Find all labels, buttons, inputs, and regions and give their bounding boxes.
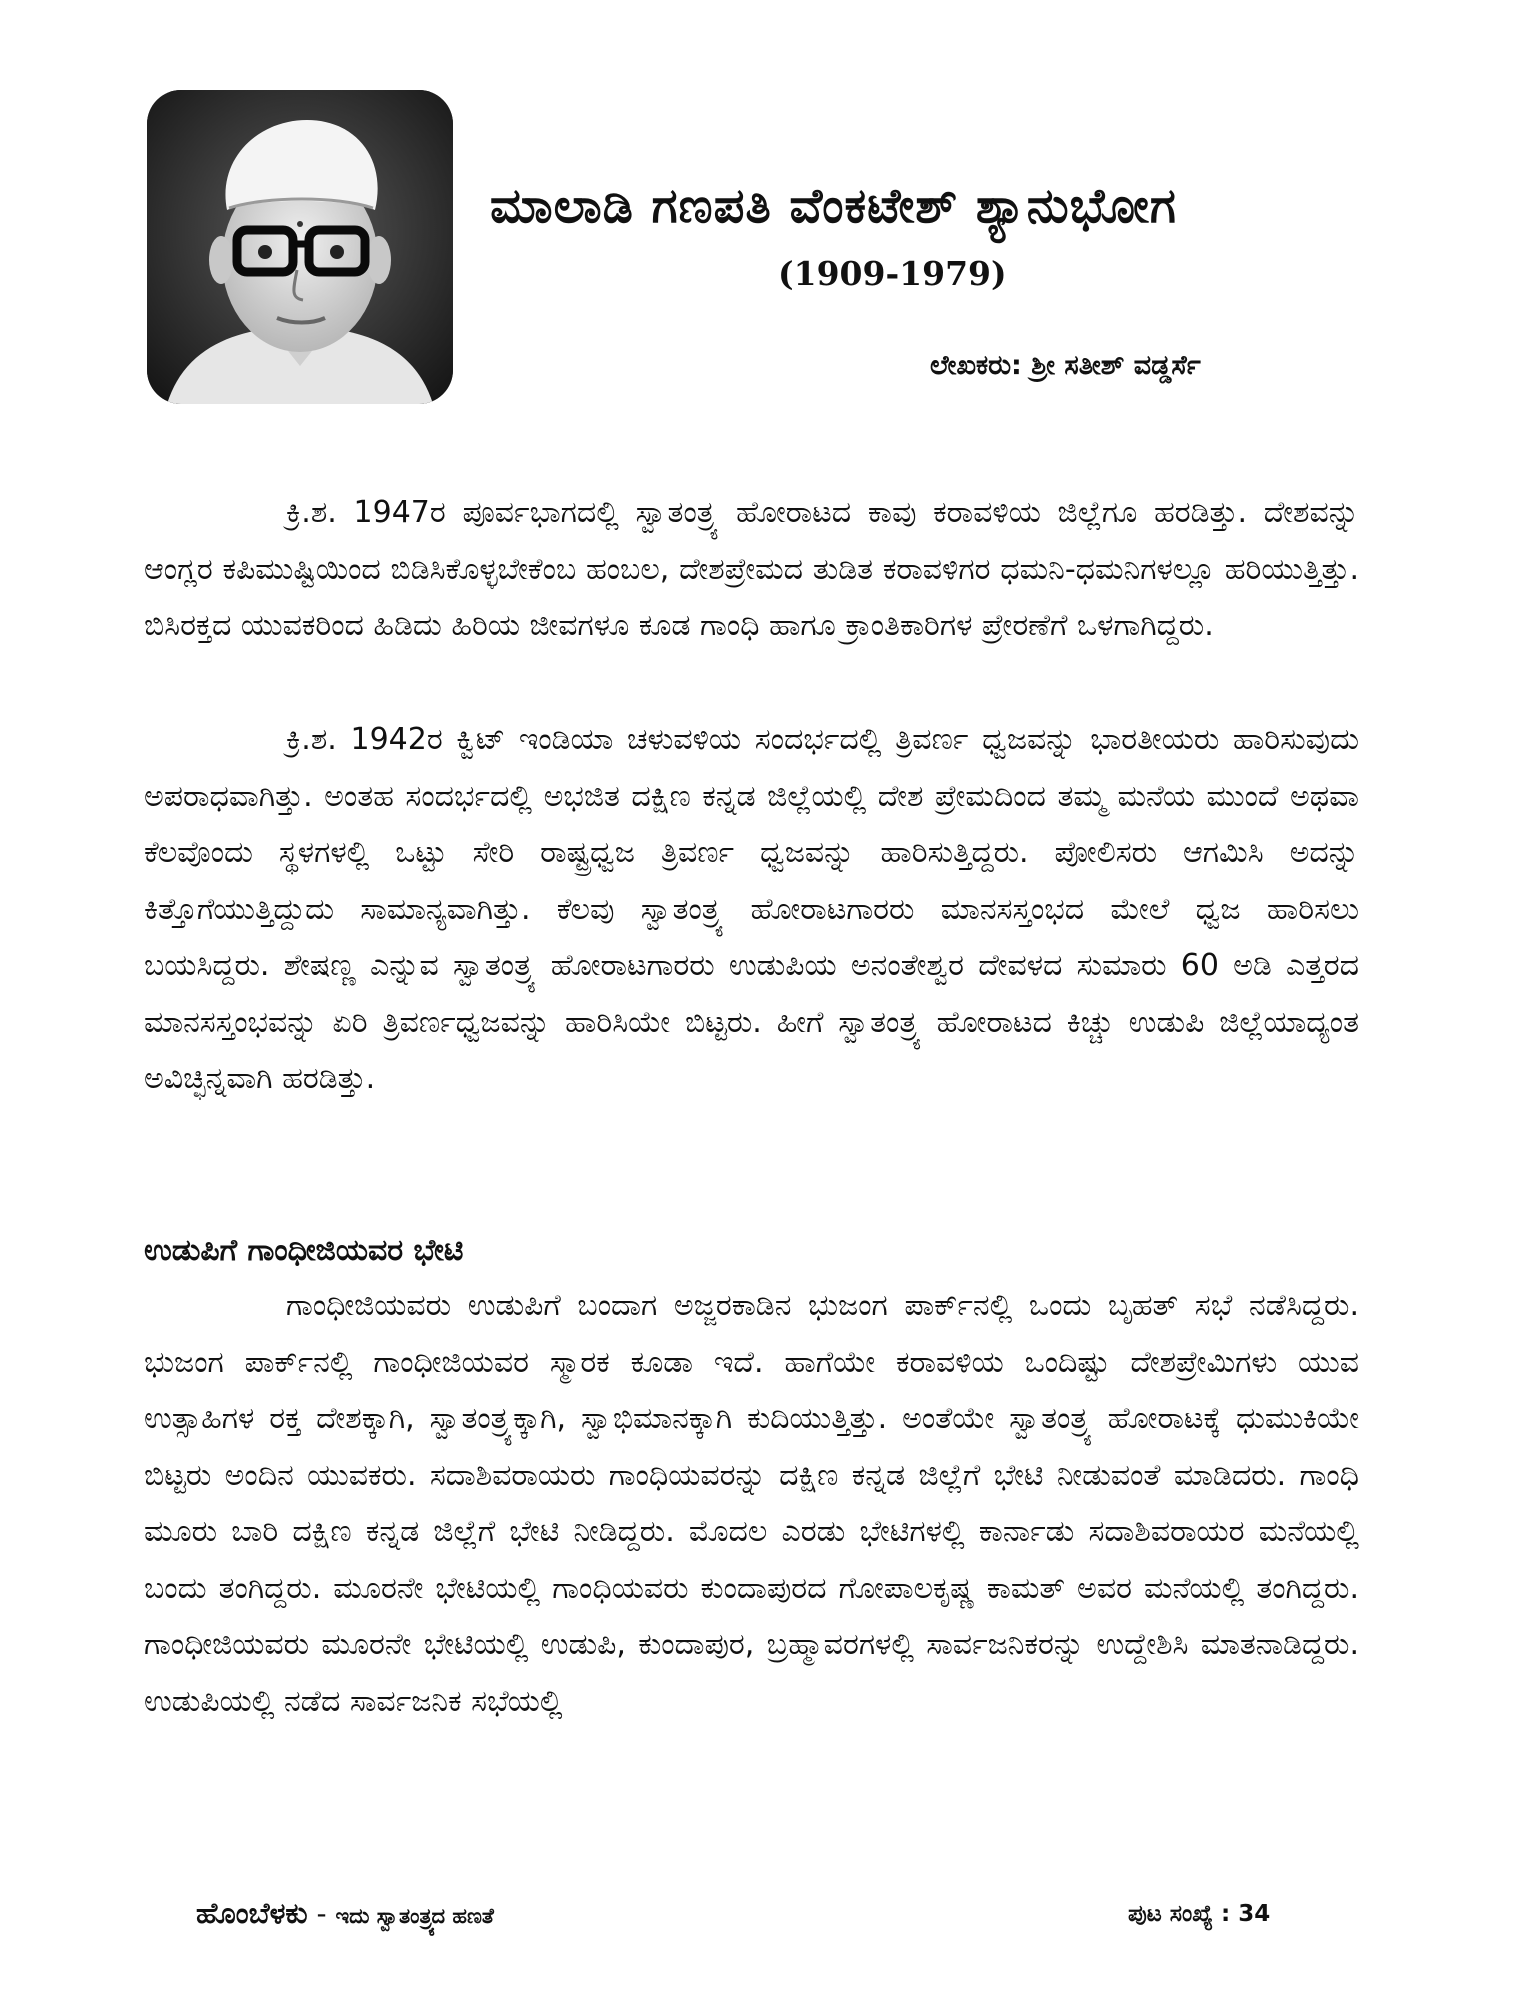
life-years: (1909-1979)	[778, 254, 1007, 293]
footer-subtitle: ಇದು ಸ್ವಾತಂತ್ರ್ಯದ ಹಣತೆ	[335, 1904, 494, 1928]
paragraph-1: ಕ್ರಿ.ಶ. 1947ರ ಪೂರ್ವಭಾಗದಲ್ಲಿ ಸ್ವಾತಂತ್ರ್ಯ ಹೋರಾಟದ ಕಾವು ಕರಾವಳಿಯ ಜಿಲ್ಲೆಗೂ ಹರಡಿತ್ತು. ದೇಶವನ್ನು ಆಂಗ್ಲರ ಕಪಿಮುಷ್ಟಿಯಿಂದ ಬಿಡಿಸಿಕೊಳ್ಳಬೇಕೆಂಬ ಹಂಬಲ, ದೇಶಪ್ರೇಮದ ತುಡಿತ ಕರಾವಳಿಗರ ಧಮನಿ-ಧಮನಿಗಳಲ್ಲೂ ಹರಿಯುತ್ತಿತ್ತು. ಬಿಸಿರಕ್ತದ ಯುವಕರಿಂದ ಹಿಡಿದು ಹಿರಿಯ ಜೀವಗಳೂ ಕೂಡ ಗಾಂಧಿ ಹಾಗೂ ಕ್ರಾಂತಿಕಾರಿಗಳ ಪ್ರೇರಣೆಗೆ ಒಳಗಾಗಿದ್ದರು.	[144, 495, 1359, 643]
portrait-illustration	[147, 90, 453, 404]
footer-publication	[196, 1896, 494, 1931]
portrait-photo	[147, 90, 453, 404]
footer-brand: ಹೊಂಬೆಳಕು	[196, 1896, 308, 1930]
page-number: ಪುಟ ಸಂಖ್ಯೆ : 34	[1128, 1901, 1271, 1927]
section-heading: ಉಡುಪಿಗೆ ಗಾಂಧೀಜಿಯವರ ಭೇಟಿ	[144, 1233, 464, 1268]
footer-separator: -	[316, 1897, 327, 1930]
paragraph-3: ಗಾಂಧೀಜಿಯವರು ಉಡುಪಿಗೆ ಬಂದಾಗ ಅಜ್ಜರಕಾಡಿನ ಭುಜಂಗ ಪಾರ್ಕ್‌ನಲ್ಲಿ ಒಂದು ಬೃಹತ್ ಸಭೆ ನಡೆಸಿದ್ದರು. ಭುಜಂಗ ಪಾರ್ಕ್‌ನಲ್ಲಿ ಗಾಂಧೀಜಿಯವರ ಸ್ಮಾರಕ ಕೂಡಾ ಇದೆ. ಹಾಗೆಯೇ ಕರಾವಳಿಯ ಒಂದಿಷ್ಟು ದೇಶಪ್ರೇಮಿಗಳು ಯುವ ಉತ್ಸಾಹಿಗಳ ರಕ್ತ ದೇಶಕ್ಕಾಗಿ, ಸ್ವಾತಂತ್ರ್ಯಕ್ಕಾಗಿ, ಸ್ವಾಭಿಮಾನಕ್ಕಾಗಿ ಕುದಿಯುತ್ತಿತ್ತು. ಅಂತೆಯೇ ಸ್ವಾತಂತ್ರ್ಯ ಹೋರಾಟಕ್ಕೆ ಧುಮುಕಿಯೇ ಬಿಟ್ಟರು ಅಂದಿನ ಯುವಕರು. ಸದಾಶಿವರಾಯರು ಗಾಂಧಿಯವರನ್ನು ದಕ್ಷಿಣ ಕನ್ನಡ ಜಿಲ್ಲೆಗೆ ಭೇಟಿ ನೀಡುವಂತೆ ಮಾಡಿದರು. ಗಾಂಧಿ ಮೂರು ಬಾರಿ ದಕ್ಷಿಣ ಕನ್ನಡ ಜಿಲ್ಲೆಗೆ ಭೇಟಿ ನೀಡಿದ್ದರು. ಮೊದಲ ಎರಡು ಭೇಟಿಗಳಲ್ಲಿ ಕಾರ್ನಾಡು ಸದಾಶಿವರಾಯರ ಮನೆಯಲ್ಲಿ ಬಂದು ತಂಗಿದ್ದರು. ಮೂರನೇ ಭೇಟಿಯಲ್ಲಿ ಗಾಂಧಿಯವರು ಕುಂದಾಪುರದ ಗೋಪಾಲಕೃಷ್ಣ ಕಾಮತ್ ಅವರ ಮನೆಯಲ್ಲಿ ತಂಗಿದ್ದರು. ಗಾಂಧೀಜಿಯವರು ಮೂರನೇ ಭೇಟಿಯಲ್ಲಿ ಉಡುಪಿ, ಕುಂದಾಪುರ, ಬ್ರಹ್ಮಾವರಗಳಲ್ಲಿ ಸಾರ್ವಜನಿಕರನ್ನು ಉದ್ದೇಶಿಸಿ ಮಾತನಾಡಿದ್ದರು. ಉಡುಪಿಯಲ್ಲಿ ನಡೆದ ಸಾರ್ವಜನಿಕ ಸಭೆಯಲ್ಲಿ	[144, 1288, 1359, 1719]
page-title: ಮಾಲಾಡಿ ಗಣಪತಿ ವೆಂಕಟೇಶ್ ಶ್ಯಾನುಭೋಗ	[490, 178, 1177, 234]
author-credit: ಲೇಖಕರು: ಶ್ರೀ ಸತೀಶ್ ವಡ್ಡರ್ಸೆ	[930, 350, 1201, 381]
paragraph-2: ಕ್ರಿ.ಶ. 1942ರ ಕ್ವಿಟ್ ಇಂಡಿಯಾ ಚಳುವಳಿಯ ಸಂದರ್ಭದಲ್ಲಿ ತ್ರಿವರ್ಣ ಧ್ವಜವನ್ನು ಭಾರತೀಯರು ಹಾರಿಸುವುದು ಅಪರಾಧವಾಗಿತ್ತು. ಅಂತಹ ಸಂದರ್ಭದಲ್ಲಿ ಅಭಜಿತ ದಕ್ಷಿಣ ಕನ್ನಡ ಜಿಲ್ಲೆಯಲ್ಲಿ ದೇಶ ಪ್ರೇಮದಿಂದ ತಮ್ಮ ಮನೆಯ ಮುಂದೆ ಅಥವಾ ಕೆಲವೊಂದು ಸ್ಥಳಗಳಲ್ಲಿ ಒಟ್ಟು ಸೇರಿ ರಾಷ್ಟ್ರಧ್ವಜ ತ್ರಿವರ್ಣ ಧ್ವಜವನ್ನು ಹಾರಿಸುತ್ತಿದ್ದರು. ಪೋಲಿಸರು ಆಗಮಿಸಿ ಅದನ್ನು ಕಿತ್ತೊಗೆಯುತ್ತಿದ್ದುದು ಸಾಮಾನ್ಯವಾಗಿತ್ತು. ಕೆಲವು ಸ್ವಾತಂತ್ರ್ಯ ಹೋರಾಟಗಾರರು ಮಾನಸಸ್ತಂಭದ ಮೇಲೆ ಧ್ವಜ ಹಾರಿಸಲು ಬಯಸಿದ್ದರು. ಶೇಷಣ್ಣ ಎನ್ನುವ ಸ್ವಾತಂತ್ರ್ಯ ಹೋರಾಟಗಾರರು ಉಡುಪಿಯ ಅನಂತೇಶ್ವರ ದೇವಳದ ಸುಮಾರು 60 ಅಡಿ ಎತ್ತರದ ಮಾನಸಸ್ತಂಭವನ್ನು ಏರಿ ತ್ರಿವರ್ಣಧ್ವಜವನ್ನು ಹಾರಿಸಿಯೇ ಬಿಟ್ಟರು. ಹೀಗೆ ಸ್ವಾತಂತ್ರ್ಯ ಹೋರಾಟದ ಕಿಚ್ಚು ಉಡುಪಿ ಜಿಲ್ಲೆಯಾದ್ಯಂತ ಅವಿಚ್ಛಿನ್ನವಾಗಿ ಹರಡಿತ್ತು.	[144, 722, 1359, 1096]
